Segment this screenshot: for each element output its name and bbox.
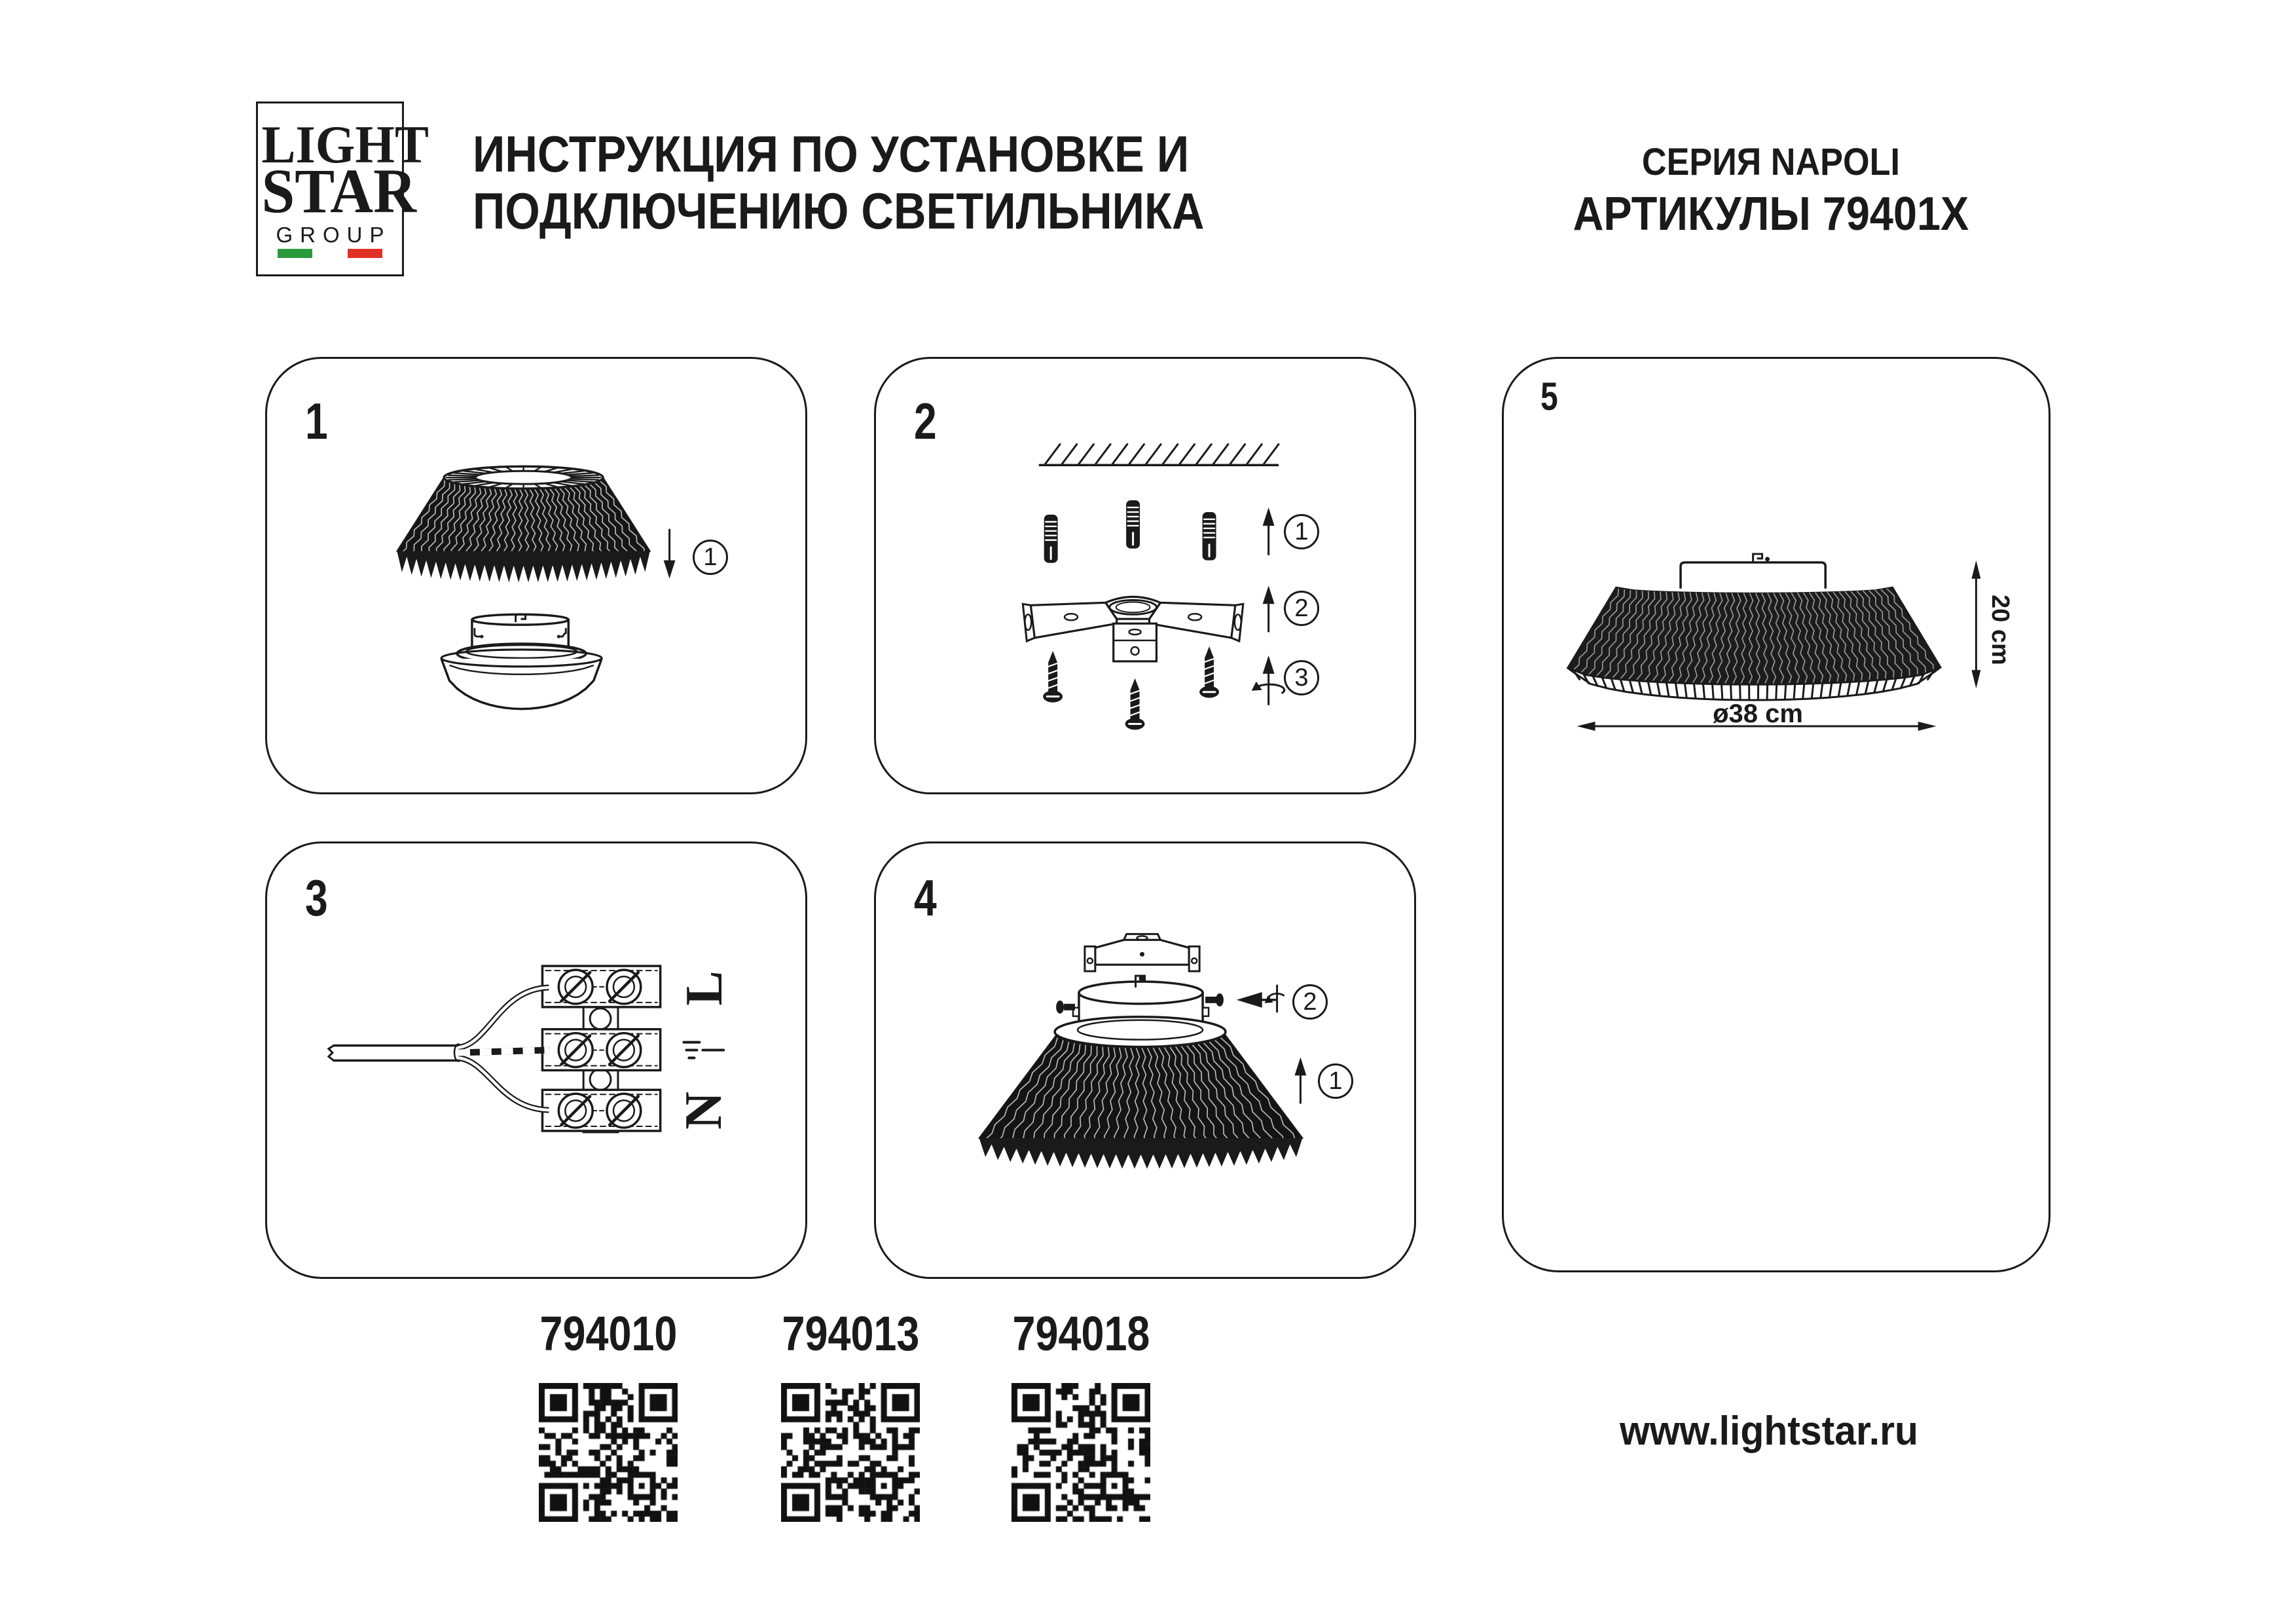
down-arrow-icon bbox=[664, 530, 676, 579]
flag-red bbox=[348, 249, 382, 258]
qr-code bbox=[781, 1383, 920, 1522]
live-label: L bbox=[675, 970, 733, 1006]
step-panel-3 bbox=[265, 841, 807, 1279]
lampshade-drawing bbox=[1568, 587, 1941, 684]
article-block bbox=[765, 1306, 936, 1361]
page-title-line1: ИНСТРУКЦИЯ ПО УСТАНОВКЕ И bbox=[473, 125, 1190, 183]
lamp-base-drawing bbox=[441, 614, 602, 709]
earth-symbol-icon bbox=[683, 1043, 723, 1058]
step4-drawing bbox=[876, 843, 1414, 1277]
step1-drawing bbox=[267, 359, 805, 792]
article-code: 794018 bbox=[1012, 1306, 1150, 1361]
step5-drawing bbox=[1504, 359, 2049, 1270]
step-badge: 1 bbox=[693, 540, 728, 575]
article-block bbox=[523, 1306, 693, 1361]
website-text: www.lightstar.ru bbox=[1620, 1409, 1918, 1454]
qr-code bbox=[539, 1383, 678, 1522]
step-number-5: 5 bbox=[1540, 375, 1558, 418]
articles-text: АРТИКУЛЫ 79401X bbox=[1573, 188, 1969, 240]
step-panel-4 bbox=[874, 841, 1416, 1279]
terminal-block-drawing bbox=[542, 966, 660, 1132]
diameter-dimension-label: ø38 cm bbox=[1713, 699, 1803, 728]
article-code: 794010 bbox=[539, 1306, 677, 1361]
wires-drawing bbox=[458, 987, 549, 1110]
step-badge: 1 bbox=[1284, 514, 1319, 549]
step-badge: 2 bbox=[1292, 984, 1328, 1020]
step-number-1: 1 bbox=[305, 392, 328, 450]
logo-light-text: LIGHT bbox=[261, 115, 429, 174]
neutral-label: N bbox=[674, 1092, 733, 1130]
step-number-2: 2 bbox=[914, 392, 937, 450]
mounting-bracket-drawing bbox=[1085, 934, 1199, 982]
page-title bbox=[473, 126, 1304, 240]
lightstar-logo bbox=[256, 101, 429, 276]
step-badge: 2 bbox=[1284, 591, 1319, 626]
step-badge: 1 bbox=[1318, 1063, 1353, 1099]
lampshade-drawing bbox=[979, 1017, 1303, 1169]
step-panel-2 bbox=[874, 357, 1416, 794]
flag-green bbox=[278, 249, 312, 258]
logo-star-text: STAR bbox=[261, 156, 417, 226]
article-code: 794013 bbox=[782, 1306, 919, 1361]
series-label bbox=[1542, 140, 2000, 184]
height-dimension-label: 20 cm bbox=[1986, 595, 2014, 665]
italy-flag-icon bbox=[278, 249, 382, 258]
step-number-4: 4 bbox=[914, 869, 937, 927]
step-badge: 3 bbox=[1284, 660, 1319, 695]
website-url bbox=[1573, 1408, 1965, 1454]
ceiling-hatch-drawing bbox=[1040, 444, 1279, 465]
articles-label bbox=[1542, 187, 2000, 241]
step-panel-1 bbox=[265, 357, 807, 794]
step2-drawing bbox=[876, 359, 1414, 792]
lampshade-drawing bbox=[397, 466, 649, 582]
logo-group-text: GROUP bbox=[276, 223, 392, 247]
qr-code bbox=[1011, 1383, 1150, 1522]
ceiling-canopy-drawing bbox=[1681, 554, 1825, 589]
step-arrows-icon bbox=[1252, 507, 1285, 705]
step3-drawing bbox=[267, 843, 805, 1277]
wall-plugs-drawing bbox=[1044, 500, 1216, 563]
step-number-3: 3 bbox=[305, 869, 328, 927]
series-text: СЕРИЯ NAPOLI bbox=[1641, 141, 1901, 183]
step-panel-5 bbox=[1502, 357, 2050, 1272]
flag-white bbox=[312, 249, 347, 258]
article-block bbox=[996, 1306, 1166, 1361]
mains-cable-drawing bbox=[329, 1044, 462, 1061]
page-title-line2: ПОДКЛЮЧЕНИЮ СВЕТИЛЬНИКА bbox=[473, 182, 1205, 240]
